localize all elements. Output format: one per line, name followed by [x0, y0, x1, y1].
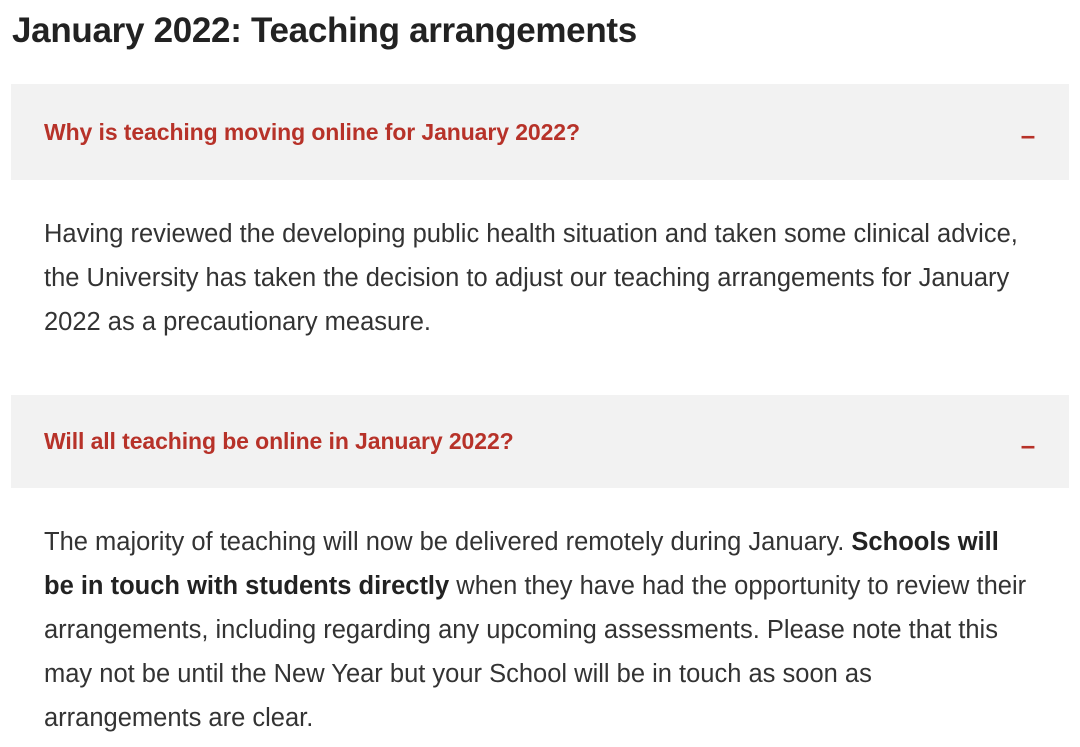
collapse-icon[interactable]: –	[1020, 120, 1036, 150]
accordion-question: Will all teaching be online in January 2022?	[44, 428, 514, 454]
accordion-answer	[44, 520, 1034, 740]
accordion-question: Why is teaching moving online for January 2022?	[44, 118, 580, 145]
accordion-header-teaching-online[interactable]	[11, 84, 1069, 180]
page-title: January 2022: Teaching arrangements	[12, 11, 637, 50]
answer-text: The majority of teaching will now be delivered remotely during January.	[44, 528, 852, 556]
answer-text: when they have had the opportunity to review their arrangements, including regarding any upcoming assessments. Please note that this may not be until the New Year but your School will be in touch as soon as arrangements are clear.	[44, 572, 1027, 732]
accordion-answer	[44, 212, 1034, 344]
answer-text: Having reviewed the developing public health situation and taken some clinical advice, the University has taken the decision to adjust our teaching arrangements for January 2022 as a precautionary measure.	[44, 220, 1018, 336]
answer-bold-text: Schools will be in touch with students directly	[44, 528, 999, 600]
collapse-icon[interactable]: –	[1020, 429, 1036, 460]
accordion-header-all-teaching-online[interactable]	[11, 395, 1069, 488]
